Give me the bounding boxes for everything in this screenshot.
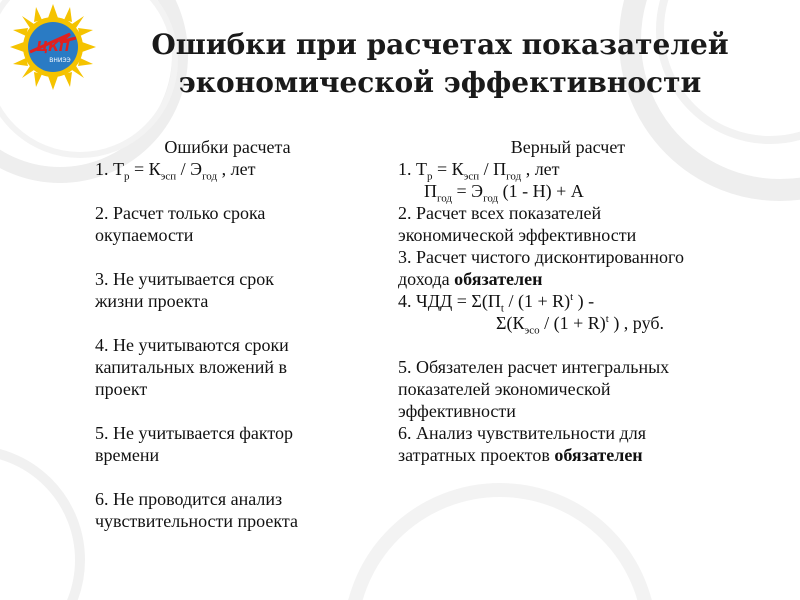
title-line-2: экономической эффективности — [178, 66, 702, 99]
logo-subtext: ВНИЭЭ — [49, 57, 71, 64]
correct-item-5-line-2: показателей экономической — [398, 379, 611, 399]
correct-item-6-line-2: затратных проектов обязателен — [398, 445, 643, 465]
correct-column — [398, 136, 778, 466]
correct-column-header: Верный расчет — [510, 137, 626, 157]
correct-formula-npv: 4. ЧДД = $\Sigma(П_t / (1 + R)^t$ ) - — [398, 291, 595, 315]
errors-item-4-line-3: проект — [95, 379, 148, 399]
errors-column-header: Ошибки расчета — [164, 137, 291, 157]
correct-item-3-line-2: дохода обязателен — [398, 269, 543, 289]
correct-formula-payback: 1. $Т_р = К_{эсп} / П_{год}$ , лет — [398, 159, 560, 183]
correct-item-2-line-1: 2. Расчет всех показателей — [398, 203, 602, 223]
errors-item-2-line-1: 2. Расчет только срока — [95, 203, 266, 223]
errors-item-6-line-1: 6. Не проводится анализ — [95, 489, 283, 509]
correct-item-5-line-1: 5. Обязателен расчет интегральных — [398, 357, 670, 377]
correct-formula-profit: $П_{год} = Э_{год}$ (1 - Н) + А — [424, 181, 584, 205]
title-line-1: Ошибки при расчетах показателей — [151, 28, 729, 61]
errors-item-4-line-1: 4. Не учитываются сроки — [95, 335, 289, 355]
errors-item-4-line-2: капитальных вложений в — [95, 357, 288, 377]
correct-item-2-line-2: экономической эффективности — [398, 225, 637, 245]
errors-item-3-line-1: 3. Не учитывается срок — [95, 269, 274, 289]
correct-formula-npv-cont: $\Sigma(К_{эсо} / (1 + R)^t$ ) , руб. — [496, 313, 664, 337]
errors-formula-payback: 1. $Т_р = К_{эсп} / Э_{год}$ , лет — [95, 159, 256, 183]
errors-item-5-line-1: 5. Не учитывается фактор — [95, 423, 294, 443]
logo-text: ЦКП — [36, 40, 70, 55]
errors-item-5-line-2: времени — [95, 445, 160, 465]
correct-item-5-line-3: эффективности — [398, 401, 516, 421]
errors-column — [95, 136, 365, 532]
page-title — [110, 26, 770, 102]
correct-item-6-line-1: 6. Анализ чувствительности для — [398, 423, 646, 443]
correct-item-3-line-1: 3. Расчет чистого дисконтированного — [398, 247, 684, 267]
errors-item-3-line-2: жизни проекта — [95, 291, 209, 311]
errors-item-2-line-2: окупаемости — [95, 225, 194, 245]
logo-icon — [10, 4, 96, 90]
errors-item-6-line-2: чувствительности проекта — [95, 511, 298, 531]
